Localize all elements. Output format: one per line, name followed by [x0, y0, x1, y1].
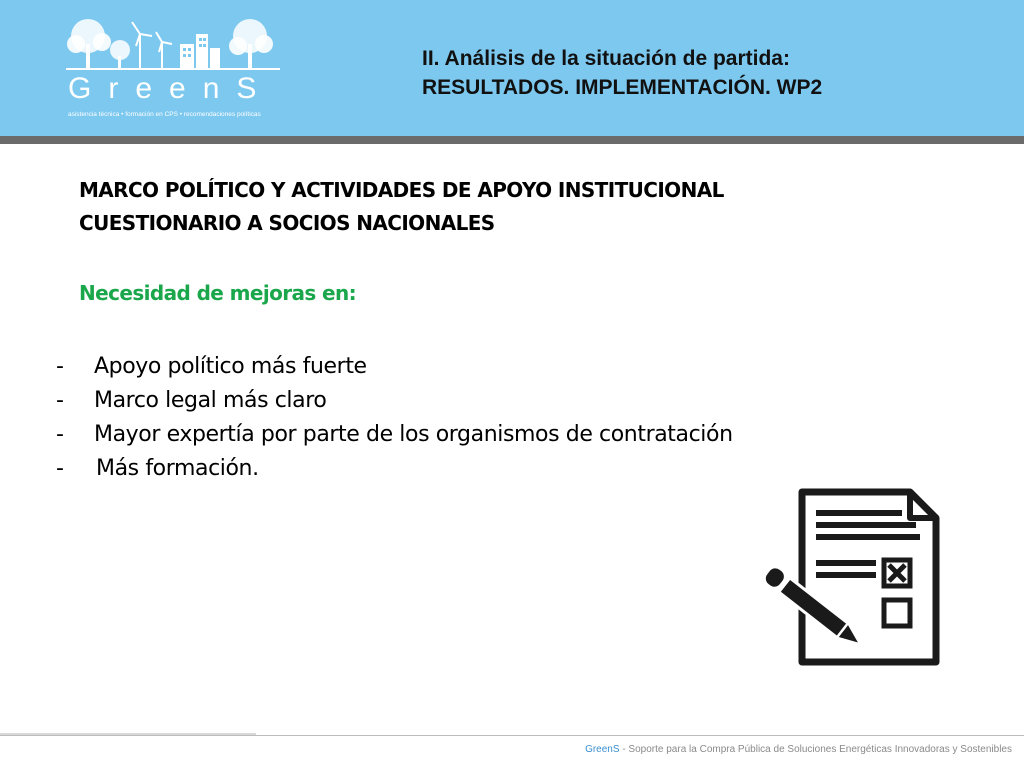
checklist-with-pencil-icon	[760, 488, 942, 668]
list-item-text: Mayor expertía por parte de los organismos de contratación	[94, 422, 733, 447]
footer-text	[585, 744, 1012, 755]
bullet-marker: -	[56, 354, 64, 379]
list-item	[56, 418, 733, 452]
logo-wordmark: GreenS	[68, 72, 274, 105]
improvements-list	[56, 350, 733, 486]
footer-brand: GreenS	[585, 744, 620, 755]
list-item-text: Apoyo político más fuerte	[94, 354, 367, 379]
slide-title-line-2: RESULTADOS. IMPLEMENTACIÓN. WP2	[422, 76, 823, 99]
logo-tagline: asistencia técnica • formación en CPS • recomendaciones políticas	[68, 111, 261, 118]
section-heading-line-1: MARCO POLÍTICO Y ACTIVIDADES DE APOYO INSTITUCIONAL	[79, 178, 724, 202]
header-divider	[0, 136, 1024, 144]
list-item	[56, 350, 733, 384]
list-item	[56, 452, 733, 486]
list-item	[56, 384, 733, 418]
bullet-marker: -	[56, 456, 64, 481]
list-item-text: Marco legal más claro	[94, 388, 327, 413]
list-item-text: Más formación.	[96, 456, 259, 481]
footer-description: - Soporte para la Compra Pública de Soluciones Energéticas Innovadoras y Sostenibles	[619, 744, 1012, 755]
improvements-subheading: Necesidad de mejoras en:	[79, 281, 357, 305]
section-heading	[79, 174, 879, 240]
bullet-marker: -	[56, 422, 64, 447]
section-heading-line-2: CUESTIONARIO A SOCIOS NACIONALES	[79, 211, 495, 235]
slide-title	[422, 44, 982, 102]
bullet-marker: -	[56, 388, 64, 413]
slide-title-line-1: II. Análisis de la situación de partida:	[422, 47, 790, 70]
footer-divider	[0, 735, 1024, 736]
